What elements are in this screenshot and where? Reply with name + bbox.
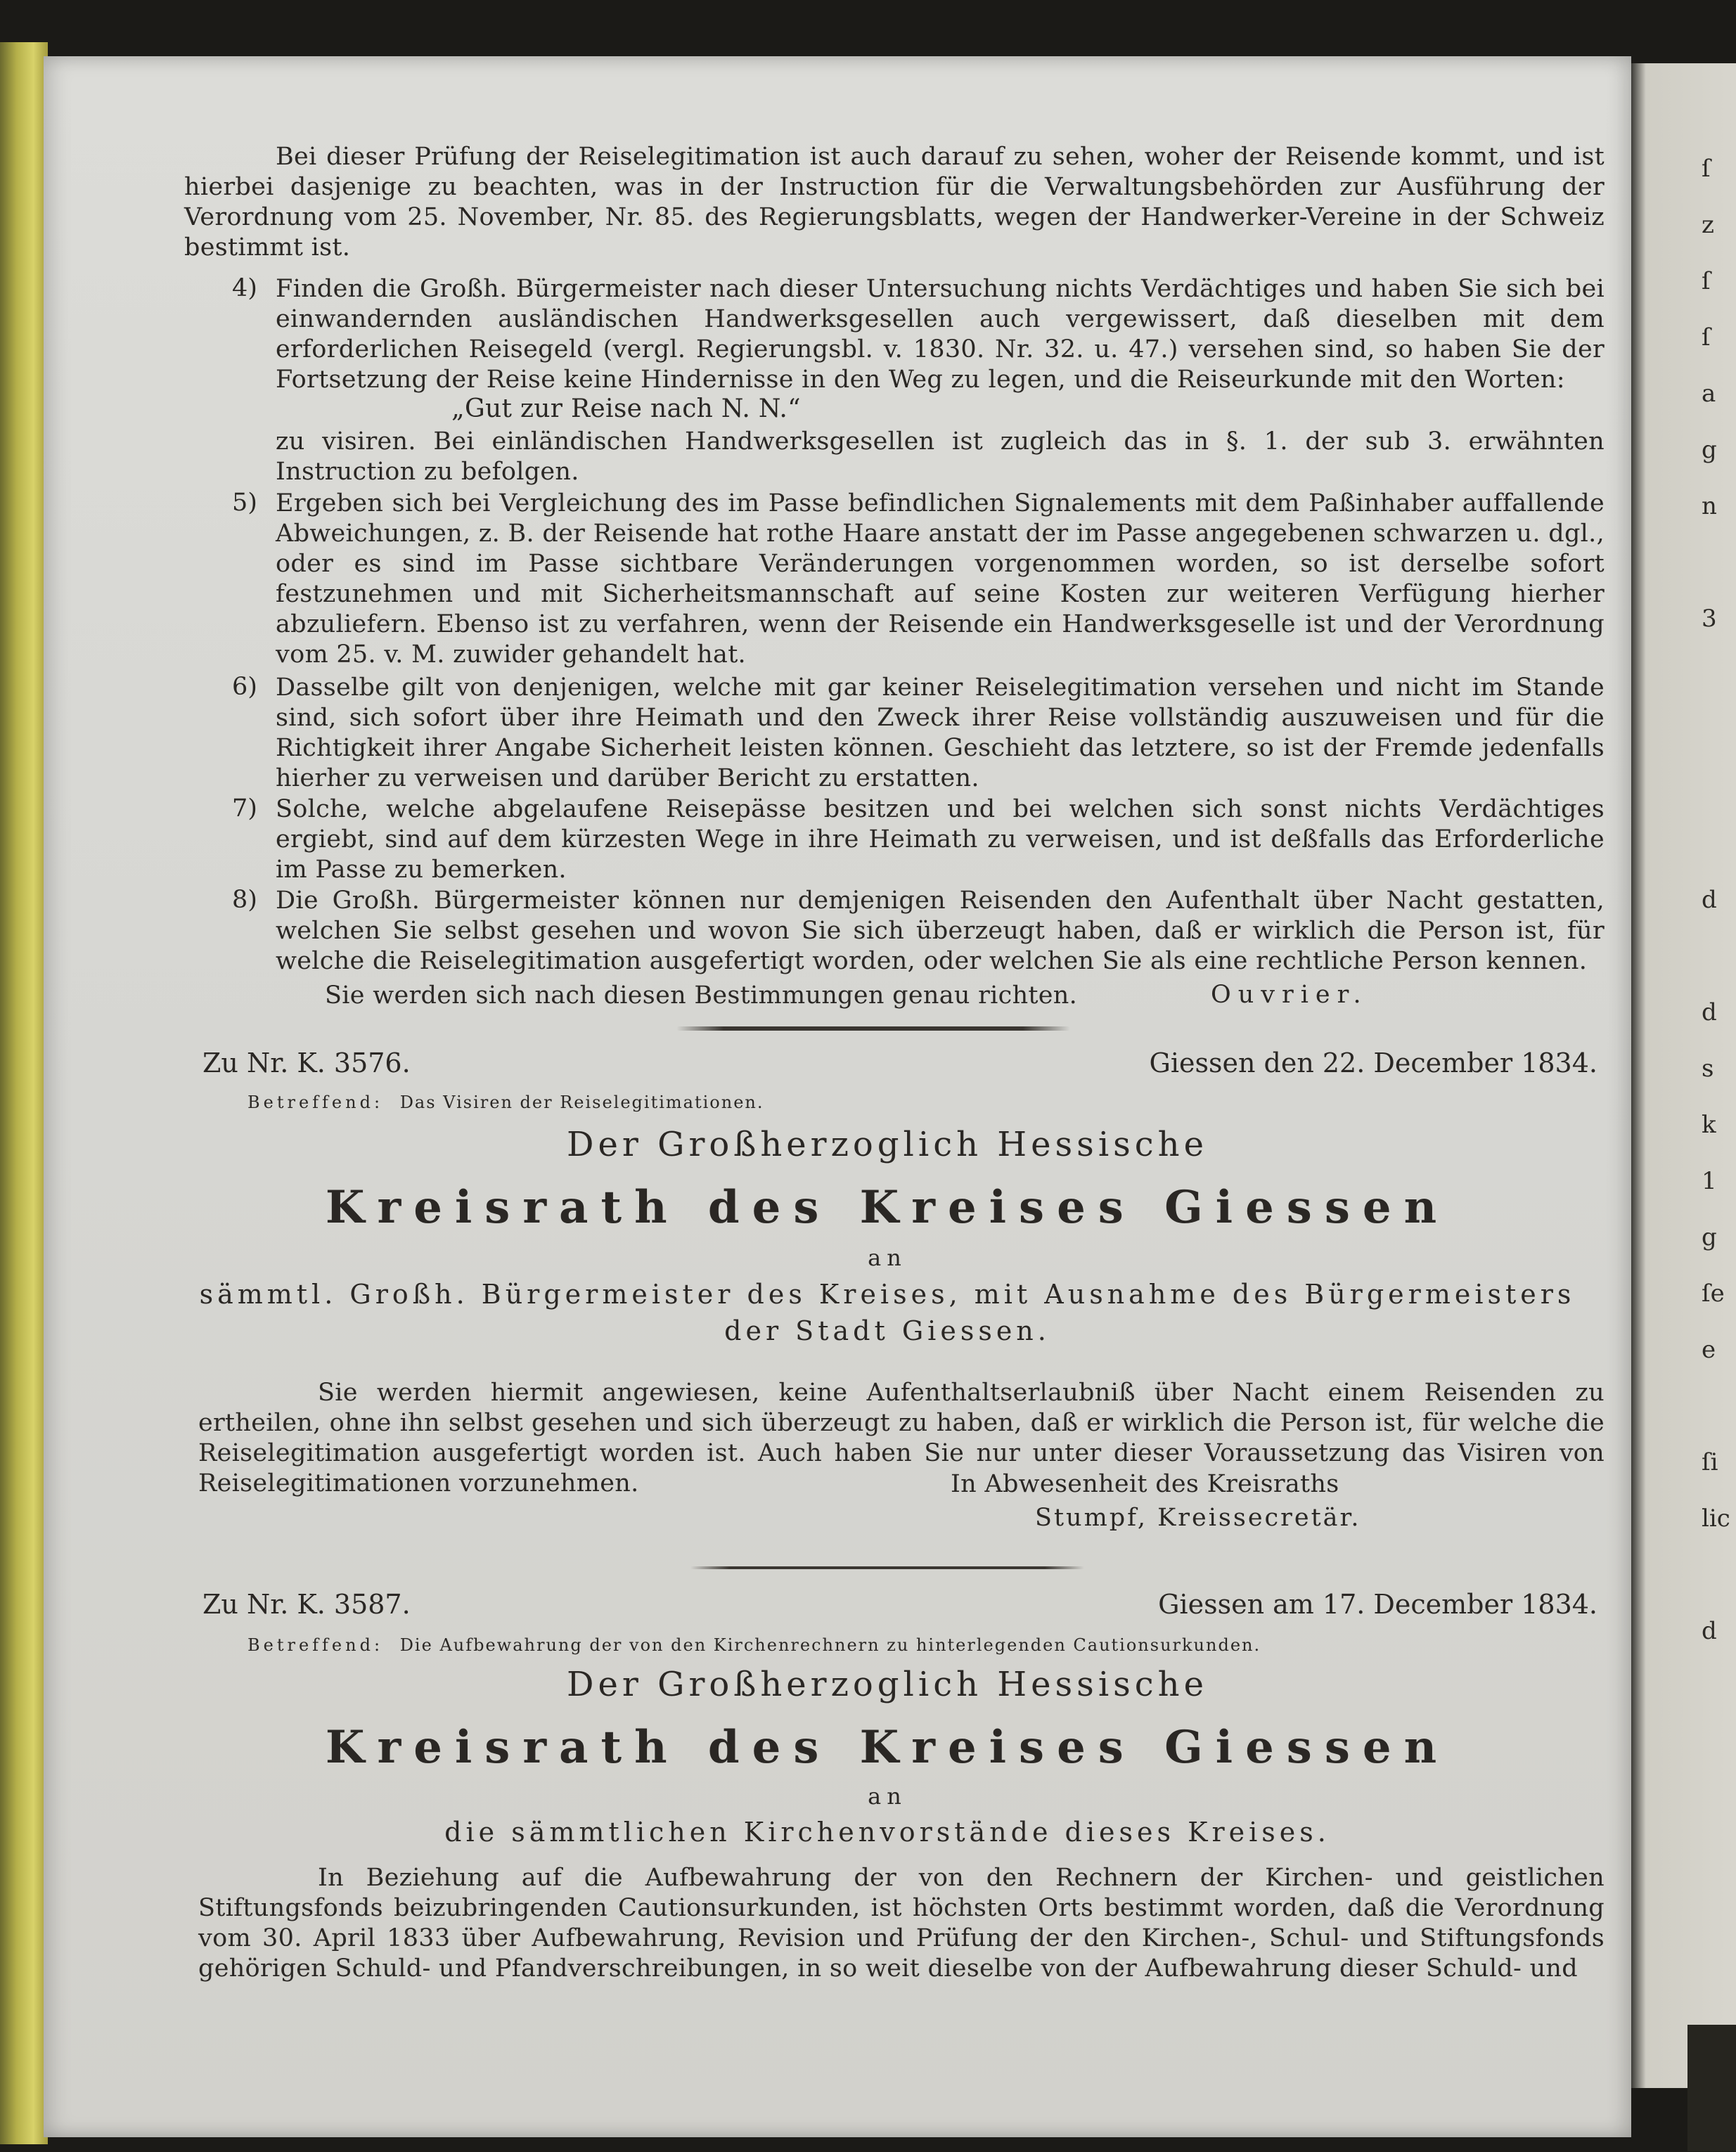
item-number-8: 8) (232, 886, 257, 914)
subject-text: Das Visiren der Reiselegitimationen. (399, 1093, 764, 1112)
place-date-17-december: Giessen am 17. December 1834. (1158, 1589, 1597, 1620)
next-page-edge-text: ſ z ſ ſ a g n 3 d d s k 1 g ſe e ſi lic d (1702, 155, 1730, 1645)
subject-line-1 (247, 1093, 1513, 1112)
item-8-text: Die Großh. Bürgermeister können nur demjenigen Reisenden den Aufenthalt über Nacht gestatten, welchen Sie selbst gesehen und wovon Sie sich überzeugt haben, daß er wirklich die Person ist, für welche die Reiselegitimation ausgefertigt worden, oder welchen Sie als eine rechtliche Person kennen. (276, 887, 1605, 975)
recipients-2: die sämmtlichen Kirchenvorstände dieses Kreises. (444, 1817, 1330, 1848)
subject-label: Betreffend: (247, 1635, 384, 1655)
page (44, 56, 1631, 2137)
subject-line-2 (247, 1635, 1583, 1655)
book-edge-right (1687, 2025, 1736, 2151)
heading-main-1: Kreisrath des Kreises Giessen (325, 1181, 1450, 1234)
absence-line: In Abwesenheit des Kreisraths (951, 1470, 1339, 1498)
signature-ouvrier: Ouvrier. (1211, 981, 1368, 1009)
item-7-text: Solche, welche abgelaufene Reisepässe besitzen und bei welchen sich sonst nichts Verdächtiges ergiebt, sind auf dem kürzesten Wege in ihre Heimath zu verweisen, und ist deßfalls das Erforderliche im Passe zu bemerken. (276, 795, 1605, 884)
heading-an-2: an (868, 1783, 907, 1810)
closing-sentence: Sie werden sich nach diesen Bestimmungen genau richten. (325, 981, 1078, 1010)
body-paragraph-3: In Beziehung auf die Aufbewahrung der von den Rechnern der Kirchen- und geistlichen Stiftungsfonds beizubringenden Cautionsurkunden, ist höchsten Orts bestimmt worden, daß die Verordnung vom 30. April 1833 über Aufbewahrung, Revision und Prüfung der den Kirchen-, Schul- und Stiftungsfonds gehörigen Schuld- und Pfandverschreibungen, in so weit dieselbe von der Aufbewahrung dieser Schuld- und (198, 1864, 1605, 1983)
subject-label: Betreffend: (247, 1093, 384, 1112)
item-number-4: 4) (232, 274, 257, 302)
next-page-edge (1631, 63, 1736, 2088)
item-4-quote: „Gut zur Reise nach N. N.“ (451, 394, 801, 423)
separator-rule-2 (690, 1566, 1084, 1569)
item-4-after: zu visiren. Bei einländischen Handwerksgesellen ist zugleich das in §. 1. der sub 3. erwähnten Instruction zu befolgen. (276, 427, 1605, 486)
item-4-text: Finden die Großh. Bürgermeister nach dieser Untersuchung nichts Verdächtiges und haben Sie sich bei einwandernden ausländischen Handwerksgesellen auch vergewissert, daß dieselben mit dem erforderlichen Reisegeld (vergl. Regierungsbl. v. 1830. Nr. 32. u. 47.) versehen sind, so haben Sie der Fortsetzung der Reise keine Hindernisse in den Weg zu legen, und die Reiseurkunde mit den Worten: (276, 275, 1605, 394)
item-number-5: 5) (232, 489, 257, 517)
signature-stumpf: Stumpf, Kreissecretär. (1035, 1504, 1361, 1532)
heading-sub-1: Der Großherzoglich Hessische (567, 1125, 1208, 1164)
body-paragraph-2: Sie werden hiermit angewiesen, keine Aufenthaltserlaubniß über Nacht einem Reisenden zu ertheilen, ohne ihn selbst gesehen und sich überzeugt zu haben, daß er wirklich die Person ist, für welche die Reiselegitimation ausgefertigt worden ist. Auch haben Sie nur unter dieser Voraussetzung das Visiren von Reiselegitimationen vorzunehmen. (198, 1379, 1605, 1497)
heading-sub-2: Der Großherzoglich Hessische (567, 1665, 1208, 1704)
subject-text: Die Aufbewahrung der von den Kirchenrechnern zu hinterlegenden Cautionsurkunden. (399, 1635, 1261, 1655)
reference-number-3576: Zu Nr. K. 3576. (202, 1048, 411, 1078)
place-date-22-december: Giessen den 22. December 1834. (1149, 1048, 1597, 1078)
reference-number-3587: Zu Nr. K. 3587. (202, 1589, 411, 1620)
item-number-7: 7) (232, 794, 257, 823)
separator-rule-1 (676, 1026, 1070, 1031)
heading-an-1: an (868, 1244, 907, 1271)
page-content (44, 56, 1631, 2137)
heading-main-2: Kreisrath des Kreises Giessen (325, 1721, 1450, 1774)
item-5-text: Ergeben sich bei Vergleichung des im Passe befindlichen Signalements mit dem Paßinhaber auffallende Abweichungen, z. B. der Reisende hat rothe Haare anstatt der im Passe angegebenen schwarzen u. dgl., oder es sind im Passe sichtbare Veränderungen vorgenommen worden, so ist derselbe sofort festzunehmen und mit Sicherheitsmannschaft auf seine Kosten zur weiteren Verfügung hierher abzuliefern. Ebenso ist zu verfahren, wenn der Reisende ein Handwerksgeselle ist und der Verordnung vom 25. v. M. zuwider gehandelt hat. (276, 489, 1605, 669)
item-6-text: Dasselbe gilt von denjenigen, welche mit gar keiner Reiselegitimation versehen und nicht im Stande sind, sich sofort über ihre Heimath und den Zweck ihrer Reise vollständig auszuweisen und für die Richtigkeit ihrer Angabe Sicherheit leisten können. Geschieht das letztere, so ist der Fremde jedenfalls hierher zu verweisen und darüber Bericht zu erstatten. (276, 674, 1605, 792)
item-number-6: 6) (232, 673, 257, 701)
recipients-1: sämmtl. Großh. Bürgermeister des Kreises, mit Ausnahme des Bürgermeisters der Stadt Giessen. (199, 1279, 1576, 1346)
book-edge-left (0, 42, 48, 2144)
intro-paragraph: Bei dieser Prüfung der Reiselegitimation ist auch darauf zu sehen, woher der Reisende kommt, und ist hierbei dasjenige zu beachten, was in der Instruction für die Verwaltungsbehörden zur Ausführung der Verordnung vom 25. November, Nr. 85. des Regierungsblatts, wegen der Handwerker-Vereine in der Schweiz bestimmt ist. (184, 143, 1605, 262)
